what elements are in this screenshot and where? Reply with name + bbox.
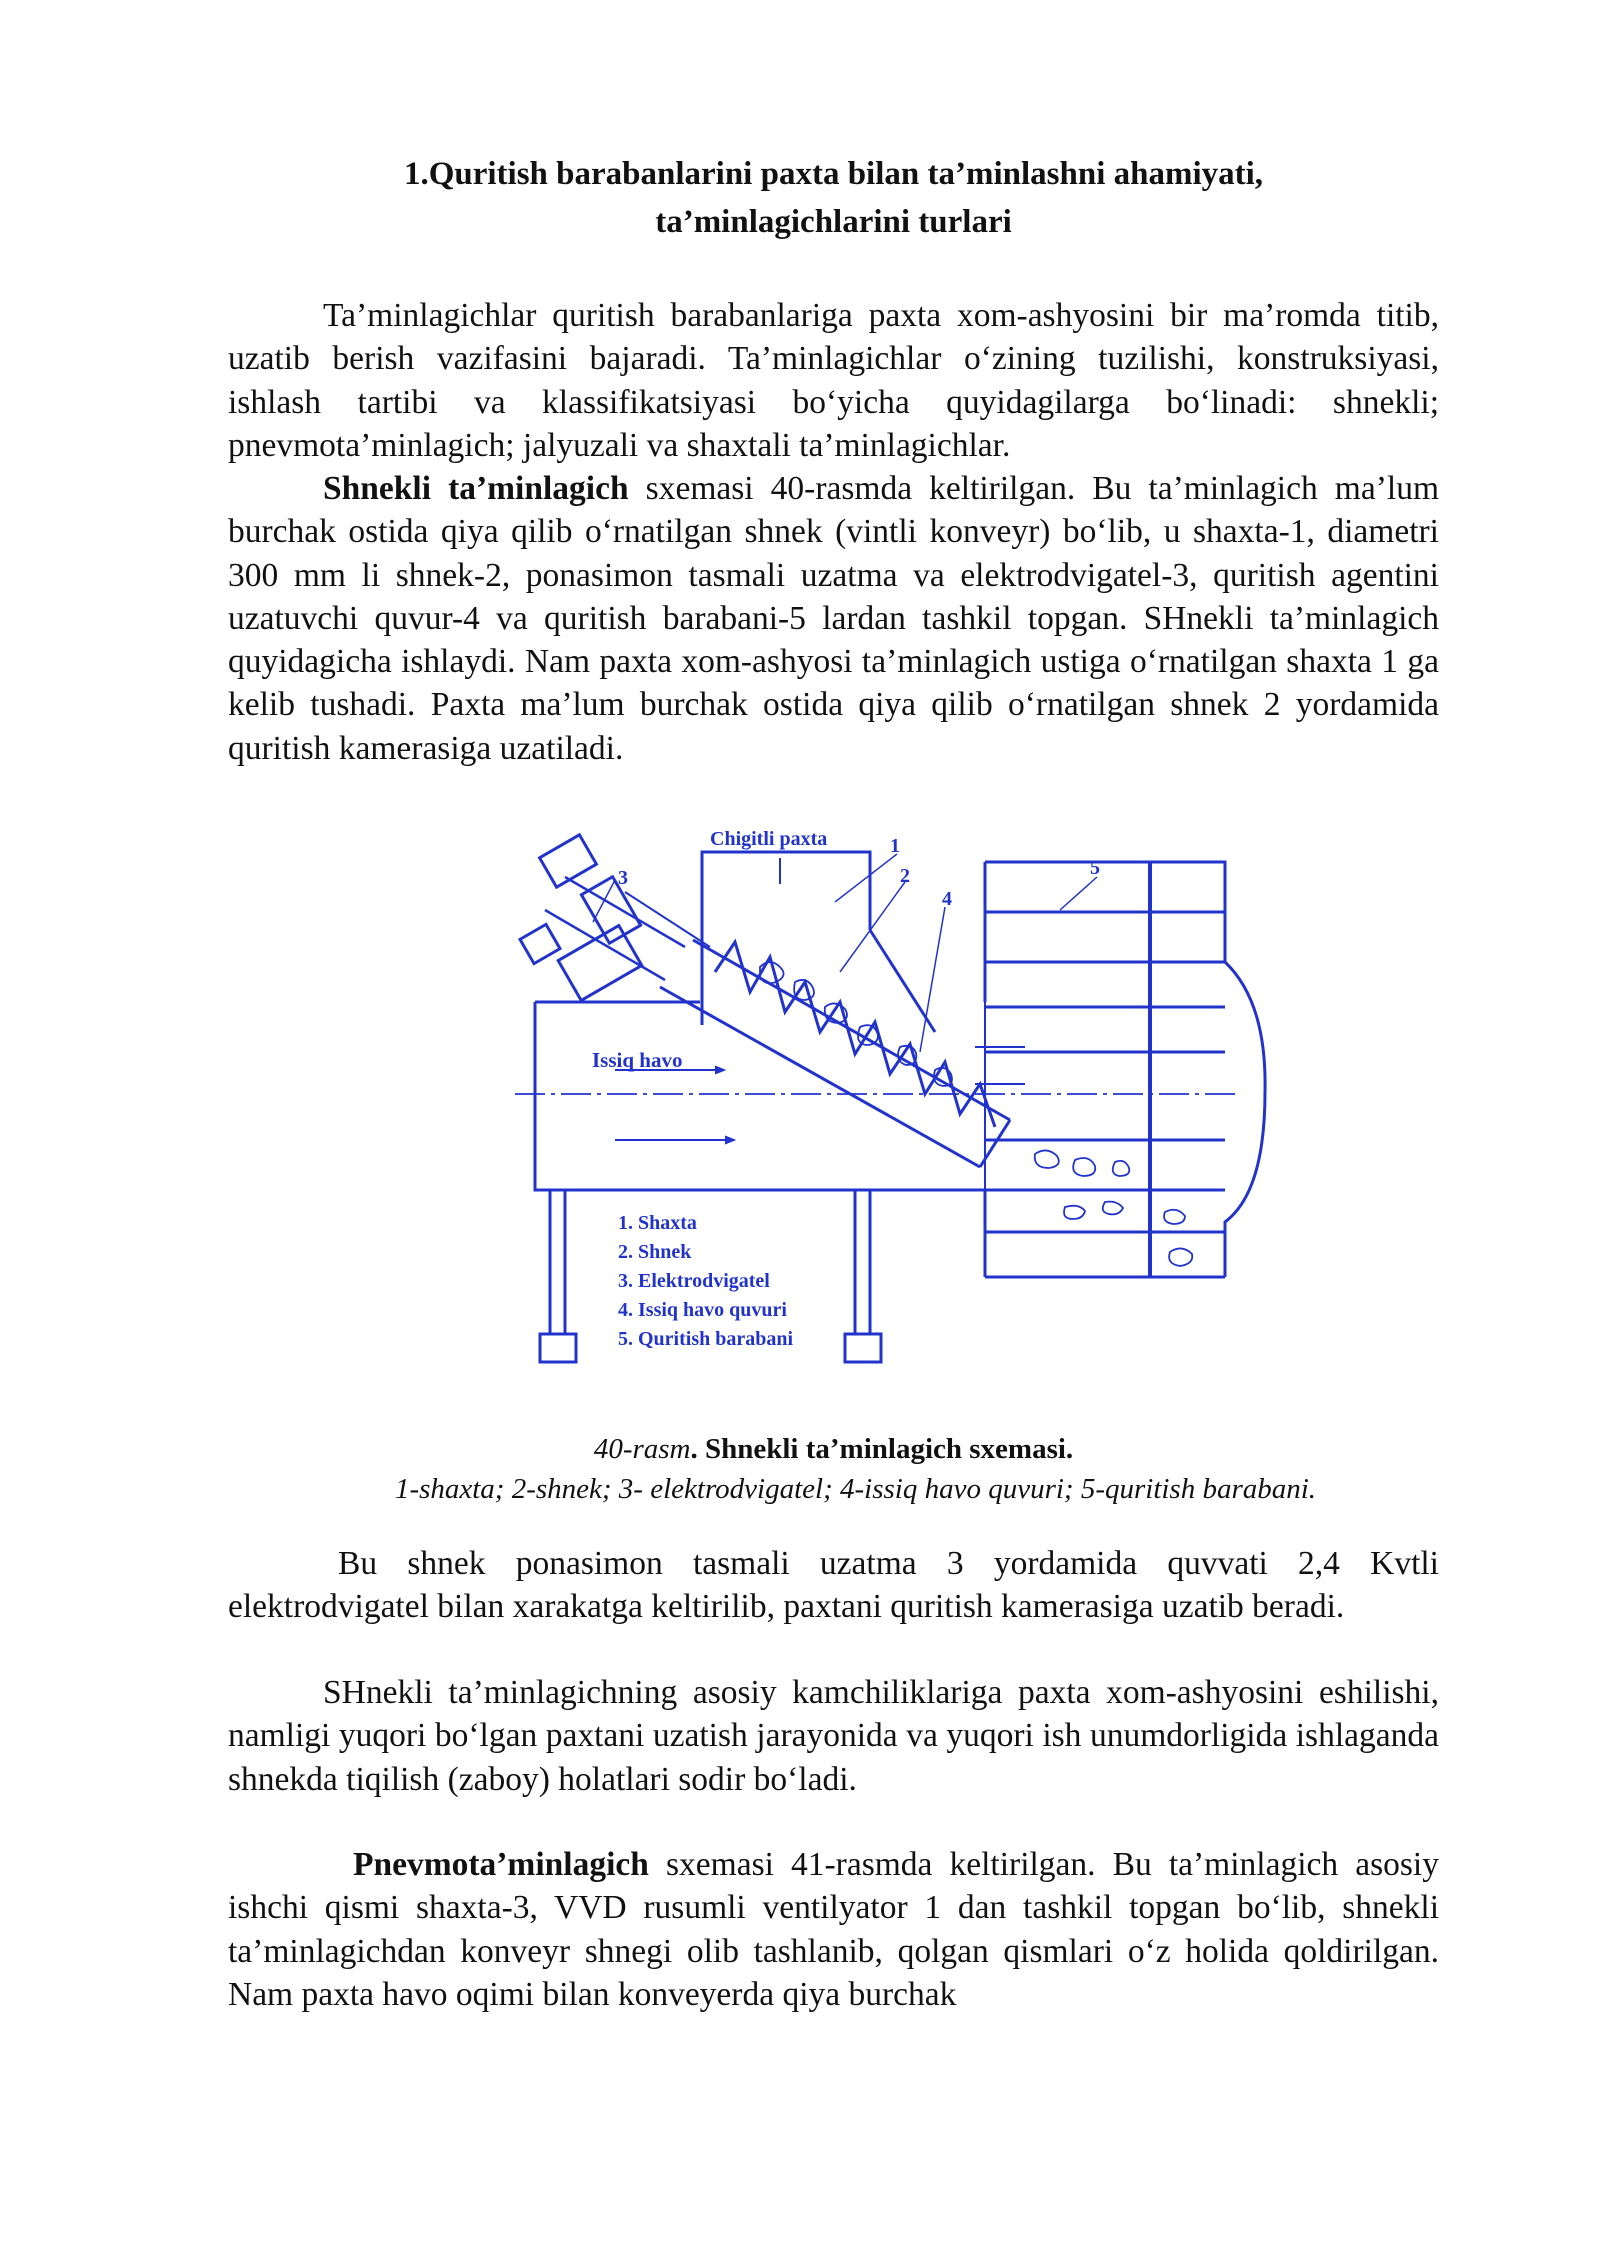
figure-label-hot-air: Issiq havo <box>592 1048 683 1072</box>
paragraph-shnek-drive: Bu shnek ponasimon tasmali uzatma 3 yordamida quvvati 2,4 Kvtli elektrodvigatel bilan xarakatga keltirilib, paxtani quritish kamerasiga uzatib beradi. <box>228 1545 1439 1626</box>
caption-number: 40-rasm <box>593 1433 691 1465</box>
callout-4: 4 <box>942 888 952 910</box>
paragraph-pneumatic <box>228 1843 1439 2016</box>
caption-title: . Shnekli ta’minlagich sxemasi. <box>690 1433 1074 1465</box>
heading-line-1: 1.Quritish barabanlarini paxta bilan ta’minlashni ahamiyati, <box>403 156 1264 192</box>
figure-label-top: Chigitli paxta <box>710 828 828 850</box>
caption-subtitle: 1-shaxta; 2-shnek; 3- elektrodvigatel; 4-issiq havo quvuri; 5-quritish barabani. <box>394 1473 1317 1505</box>
legend-item-3: 3. Elektrodvigatel <box>618 1270 770 1292</box>
figure-shnekli-diagram <box>505 822 1275 1382</box>
legend-item-1: 1. Shaxta <box>618 1212 697 1234</box>
legend-item-2: 2. Shnek <box>618 1241 692 1263</box>
paragraph-shnekli <box>228 467 1439 770</box>
heading-line-2: ta’minlagichlarini turlari <box>655 204 1012 240</box>
paragraph-intro: Ta’minlagichlar quritish barabanlariga paxta xom-ashyosini bir ma’romda titib, uzatib berish vazifasini bajaradi. Ta’minlagichlar o‘zining tuzilishi, konstruksiyasi, ishlash tartibi va klassifikatsiyasi bo‘yicha quyidagilarga bo‘linadi: shnekli; pnevmota’minlagich; jalyuzali va shaxtali ta’minlagichlar. <box>228 297 1439 464</box>
callout-1: 1 <box>890 835 900 857</box>
paragraph-drawbacks: SHnekli ta’minlagichning asosiy kamchiliklariga paxta xom-ashyosini eshilishi, namligi yuqori bo‘lgan paxtani uzatish jarayonida va yuqori ish unumdorligida ishlaganda shnekda tiqilish (zaboy) holatlari sodir bo‘ladi. <box>228 1674 1439 1798</box>
callout-3: 3 <box>618 867 628 889</box>
legend-item-5: 5. Quritish barabani <box>618 1328 794 1350</box>
section-heading <box>228 150 1439 246</box>
term-pnevmo: Pnevmota’minlagich <box>353 1846 649 1883</box>
paragraph-pneumatic-text: sxemasi 41-rasmda keltirilgan. Bu ta’minlagich asosiy ishchi qismi shaxta-3, VVD rusumli ventilyator 1 dan tashkil topgan bo‘lib, shnekli ta’minlagichdan konveyr shnegi olib tashlanib, qolgan qismlari o‘z holida qoldirilgan. Nam paxta havo oqimi bilan konveyerda qiya burchak <box>228 1846 1439 2013</box>
figure-legend <box>618 1212 793 1350</box>
callout-5: 5 <box>1090 857 1100 879</box>
legend-item-4: 4. Issiq havo quvuri <box>618 1299 787 1321</box>
term-shnekli: Shnekli ta’minlagich <box>323 470 629 507</box>
figure-caption <box>228 1428 1439 1470</box>
paragraph-shnekli-text: sxemasi 40-rasmda keltirilgan. Bu ta’minlagich ma’lum burchak ostida qiya qilib o‘rnatilgan shnek (vintli konveyr) bo‘lib, u shaxta-1, diametri 300 mm li shnek-2, ponasimon tasmali uzatma va elektrodvigatel-3, quritish agentini uzatuvchi quvur-4 va quritish barabani-5 lardan tashkil topgan. SHnekli ta’minlagich quyidagicha ishlaydi. Nam paxta xom-ashyosi ta’minlagich ustiga o‘rnatilgan shaxta 1 ga kelib tushadi. Paxta ma’lum burchak ostida qiya qilib o‘rnatilgan shnek 2 yordamida quritish kamerasiga uzatiladi. <box>228 470 1440 767</box>
callout-2: 2 <box>900 865 910 887</box>
